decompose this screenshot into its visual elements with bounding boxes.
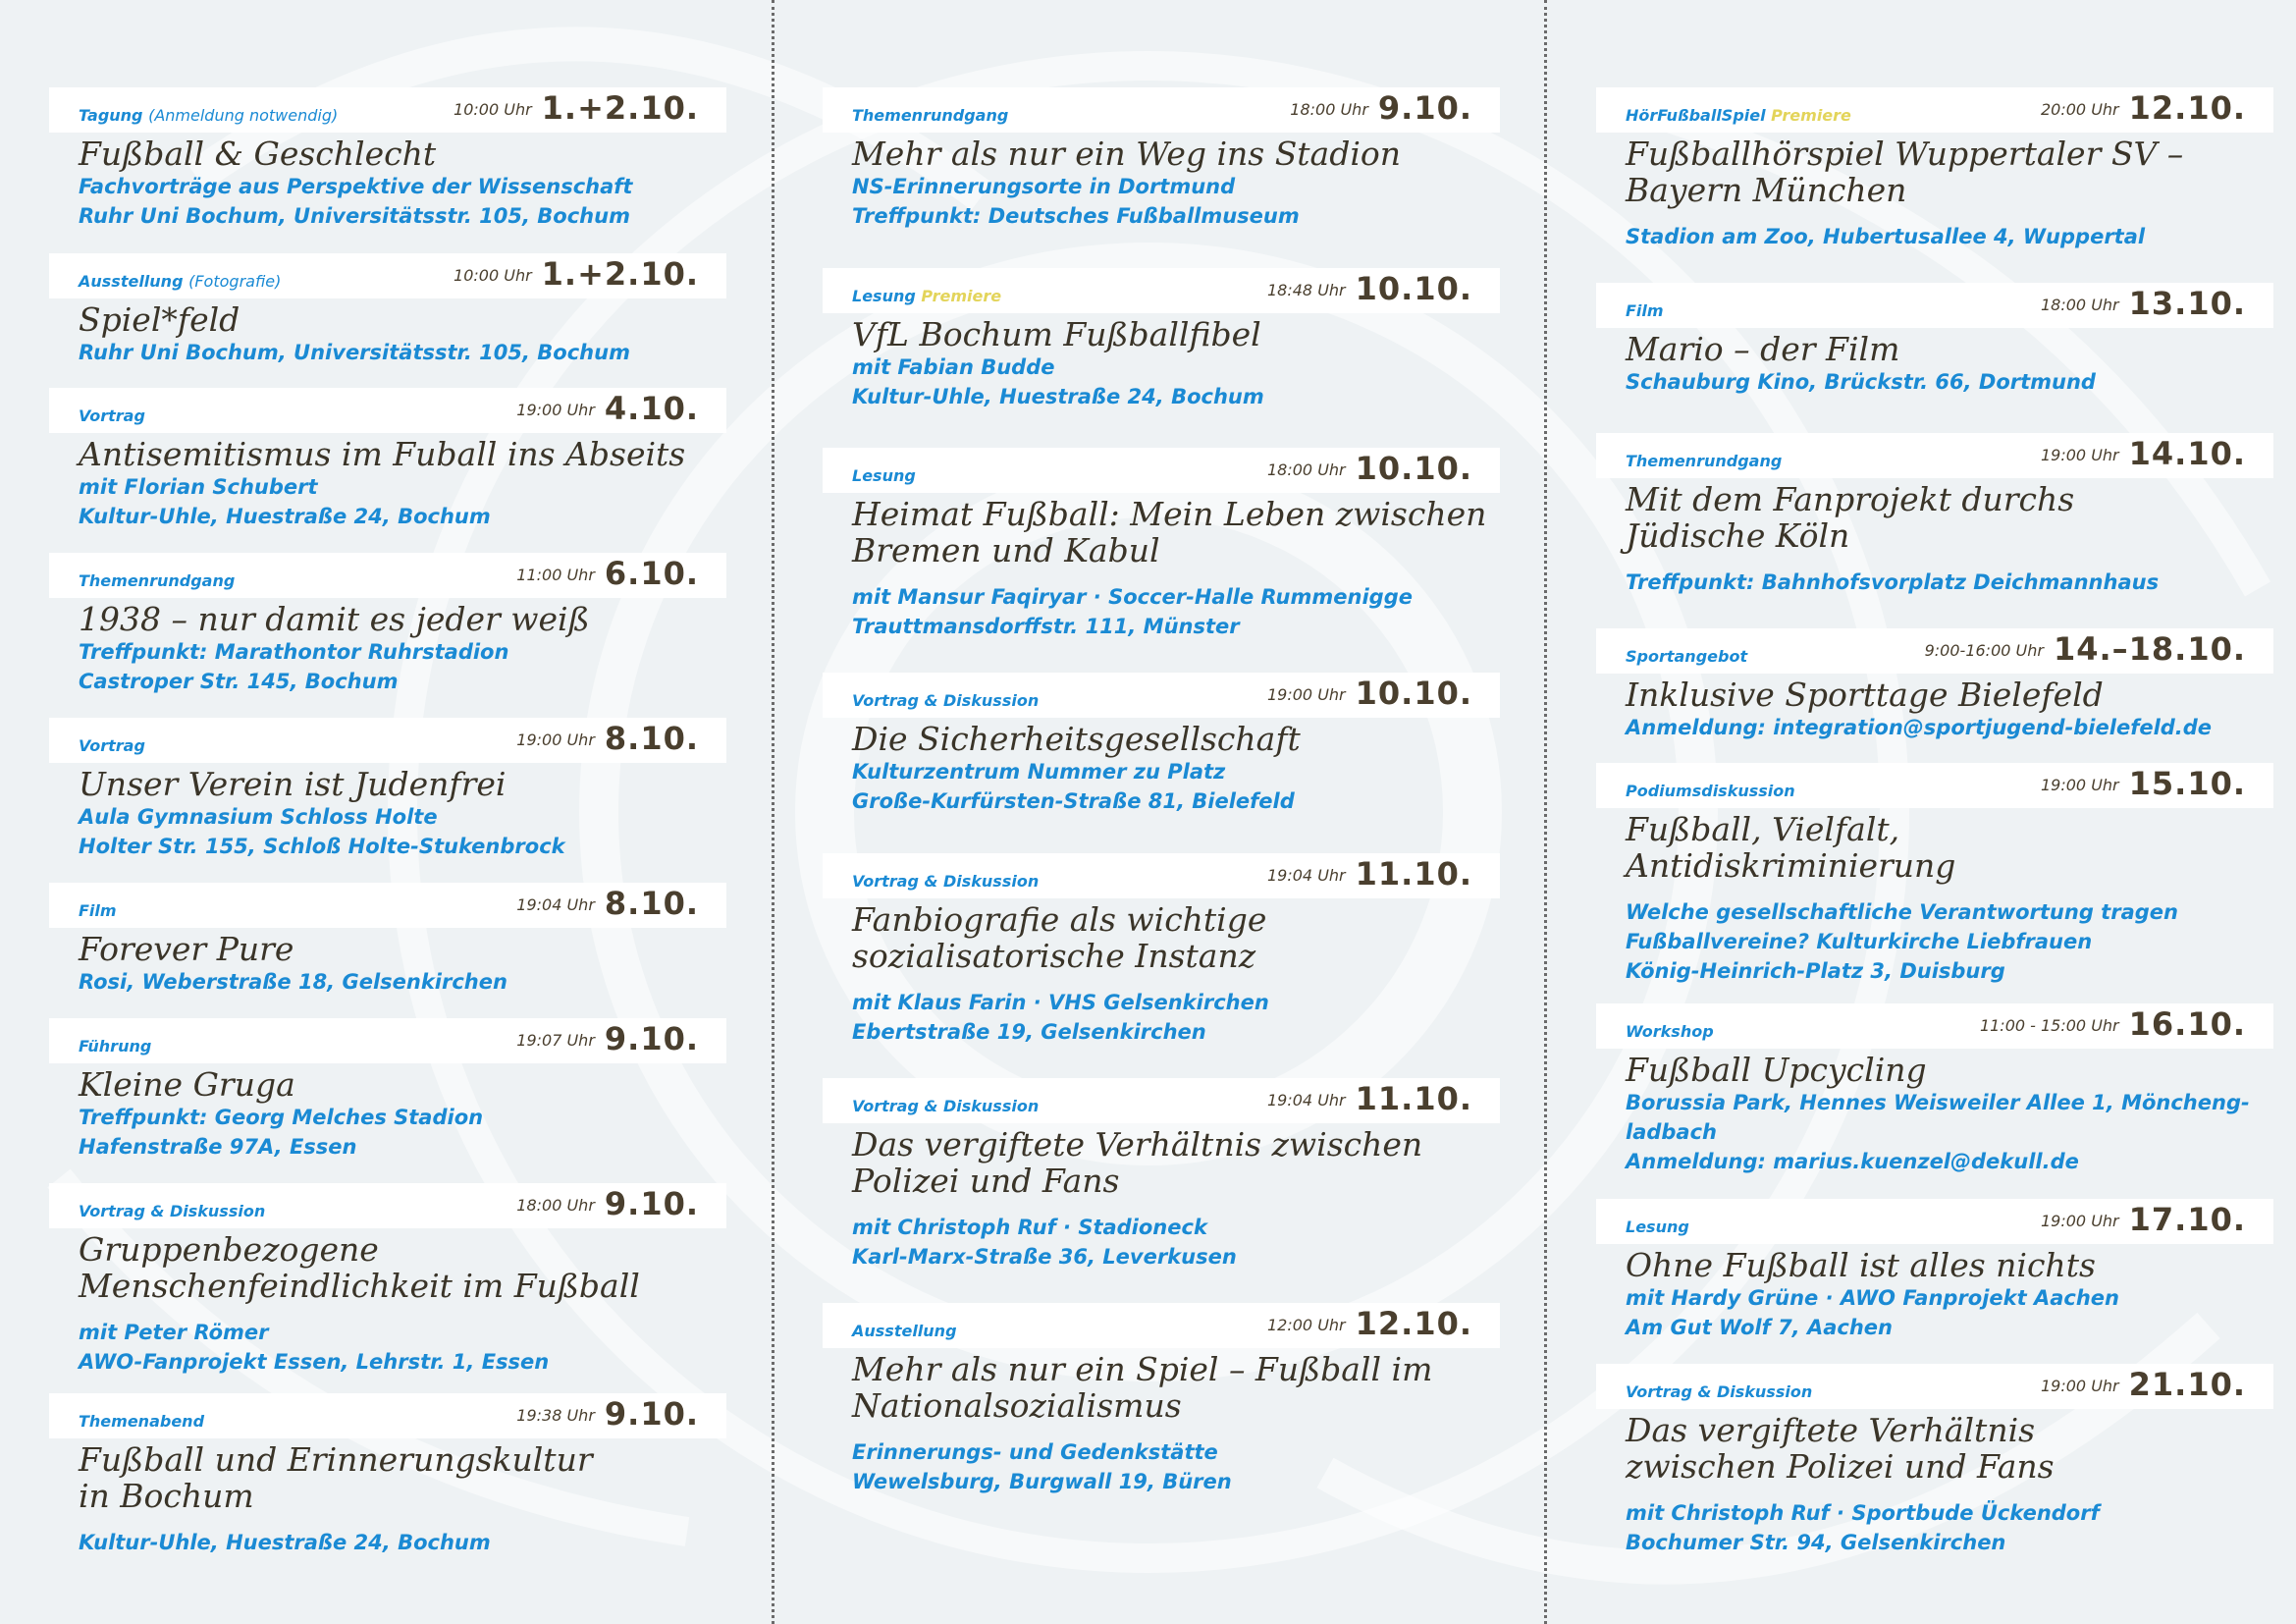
- event-datetime: [1267, 855, 1472, 893]
- event-category: Ausstellung (Fotografie): [79, 272, 282, 291]
- event-category: Film: [1626, 301, 1664, 320]
- event-time: 10:00 Uhr: [454, 100, 532, 119]
- event-header-bar: [823, 853, 1500, 898]
- event-category: Vortrag & Diskussion: [852, 872, 1040, 891]
- event-category: Vortrag & Diskussion: [852, 1097, 1040, 1115]
- event-header-bar: [823, 673, 1500, 718]
- event-title: Fußball Upcycling: [1626, 1051, 1927, 1089]
- event-entry: [1596, 628, 2273, 742]
- event-entry: [823, 673, 1500, 816]
- event-detail: Fachvorträge aus Perspektive der Wissenschaft: [79, 175, 633, 198]
- event-entry: [49, 1018, 726, 1162]
- event-detail: Kultur-Uhle, Huestraße 24, Bochum: [79, 505, 491, 528]
- event-title: Fußball und Erinnerungskultur in Bochum: [79, 1440, 593, 1515]
- event-header-bar: [823, 268, 1500, 313]
- event-entry: [49, 388, 726, 531]
- event-time: 19:00 Uhr: [2041, 1212, 2119, 1230]
- event-datetime: [2041, 435, 2246, 472]
- event-detail: mit Florian Schubert: [79, 475, 318, 499]
- event-header-bar: [823, 1303, 1500, 1348]
- event-entry: [1596, 283, 2273, 397]
- event-category: HörFußballSpiel Premiere: [1626, 106, 1851, 125]
- premiere-badge: Premiere: [1771, 106, 1851, 125]
- event-entry: [823, 1303, 1500, 1496]
- event-detail: Karl-Marx-Straße 36, Leverkusen: [852, 1245, 1237, 1269]
- event-datetime: [1267, 1080, 1472, 1117]
- event-title: Mehr als nur ein Spiel – Fußball im Nationalsozialismus: [852, 1350, 1433, 1425]
- event-date: 12.10.: [2128, 89, 2246, 127]
- event-header-bar: [823, 1078, 1500, 1123]
- event-title: Unser Verein ist Judenfrei: [79, 765, 507, 803]
- event-title: Inklusive Sporttage Bielefeld: [1626, 676, 2104, 714]
- event-datetime: [2041, 765, 2246, 802]
- event-title: Mit dem Fanprojekt durchs Jüdische Köln: [1626, 480, 2075, 555]
- event-time: 18:48 Uhr: [1267, 281, 1346, 299]
- event-category: Film: [79, 901, 117, 920]
- event-time: 18:00 Uhr: [2041, 296, 2119, 314]
- event-detail: Treffpunkt: Marathontor Ruhrstadion: [79, 640, 509, 664]
- event-detail: Große-Kurfürsten-Straße 81, Bielefeld: [852, 789, 1295, 813]
- event-entry: [49, 1183, 726, 1377]
- event-entry: [49, 718, 726, 861]
- event-detail: Ebertstraße 19, Gelsenkirchen: [852, 1020, 1206, 1044]
- event-title: Antisemitismus im Fuball ins Abseits: [79, 435, 686, 473]
- event-detail: Welche gesellschaftliche Verantwortung tragen: [1626, 900, 2178, 924]
- event-detail: Anmeldung: integration@sportjugend-bielefeld.de: [1626, 716, 2213, 739]
- event-date: 6.10.: [604, 555, 699, 592]
- event-header-bar: [823, 87, 1500, 133]
- event-header-bar: [49, 553, 726, 598]
- event-datetime: [516, 390, 699, 427]
- event-title: Forever Pure: [79, 930, 294, 968]
- event-title: VfL Bochum Fußballfibel: [852, 315, 1261, 353]
- event-date: 9.10.: [1377, 89, 1472, 127]
- event-header-bar: [49, 883, 726, 928]
- event-category: Führung: [79, 1037, 152, 1056]
- event-datetime: [516, 555, 699, 592]
- event-title: Fußball, Vielfalt, Antidiskriminierung: [1626, 810, 1956, 885]
- event-detail: AWO-Fanprojekt Essen, Lehrstr. 1, Essen: [79, 1350, 550, 1374]
- event-title: 1938 – nur damit es jeder weiß: [79, 600, 590, 638]
- event-detail: Trauttmansdorffstr. 111, Münster: [852, 615, 1240, 638]
- program-column-2: [823, 0, 1500, 1624]
- event-datetime: [516, 720, 699, 757]
- event-date: 14.–18.10.: [2053, 630, 2246, 668]
- event-category: Themenrundgang: [79, 571, 236, 590]
- event-title: Kleine Gruga: [79, 1065, 295, 1104]
- event-category: Vortrag & Diskussion: [1626, 1382, 1813, 1401]
- event-header-bar: [1596, 763, 2273, 808]
- event-datetime: [454, 255, 699, 293]
- event-time: 19:00 Uhr: [516, 731, 595, 749]
- event-detail: König-Heinrich-Platz 3, Duisburg: [1626, 959, 2005, 983]
- event-detail: Treffpunkt: Bahnhofsvorplatz Deichmannhaus: [1626, 570, 2160, 594]
- event-entry: [823, 268, 1500, 411]
- event-detail: mit Mansur Faqiryar · Soccer-Halle Rummenigge: [852, 585, 1413, 609]
- event-time: 18:00 Uhr: [1290, 100, 1368, 119]
- event-category: Vortrag: [79, 406, 145, 425]
- program-column-1: [49, 0, 726, 1624]
- event-datetime: [1925, 630, 2246, 668]
- event-detail: Erinnerungs- und Gedenkstätte: [852, 1440, 1218, 1464]
- event-category: Lesung: [1626, 1218, 1689, 1236]
- event-time: 10:00 Uhr: [454, 266, 532, 285]
- event-category: Themenrundgang: [1626, 452, 1783, 470]
- event-detail: Kultur-Uhle, Huestraße 24, Bochum: [79, 1531, 491, 1554]
- event-detail: Bochumer Str. 94, Gelsenkirchen: [1626, 1531, 2006, 1554]
- event-title: Gruppenbezogene Menschenfeindlichkeit im Fußball: [79, 1230, 640, 1305]
- event-detail: Kulturzentrum Nummer zu Platz: [852, 760, 1226, 784]
- event-category: Themenrundgang: [852, 106, 1009, 125]
- event-entry: [823, 87, 1500, 231]
- event-detail: Fußballvereine? Kulturkirche Liebfrauen: [1626, 930, 2093, 953]
- event-detail: NS-Erinnerungsorte in Dortmund: [852, 175, 1236, 198]
- event-header-bar: [1596, 628, 2273, 674]
- event-entry: [49, 253, 726, 367]
- event-date: 13.10.: [2128, 285, 2246, 322]
- event-detail: Aula Gymnasium Schloss Holte: [79, 805, 438, 829]
- event-category: Sportangebot: [1626, 647, 1748, 666]
- event-date: 21.10.: [2128, 1366, 2246, 1403]
- event-date: 12.10.: [1355, 1305, 1472, 1342]
- event-date: 10.10.: [1355, 450, 1472, 487]
- event-header-bar: [49, 87, 726, 133]
- event-detail: Schauburg Kino, Brückstr. 66, Dortmund: [1626, 370, 2096, 394]
- event-detail: Holter Str. 155, Schloß Holte-Stukenbrock: [79, 835, 565, 858]
- event-time: 19:07 Uhr: [516, 1031, 595, 1050]
- event-date: 10.10.: [1355, 270, 1472, 307]
- event-header-bar: [49, 1393, 726, 1438]
- event-category: Ausstellung: [852, 1322, 957, 1340]
- event-date: 8.10.: [604, 720, 699, 757]
- event-header-bar: [1596, 283, 2273, 328]
- event-datetime: [2041, 89, 2246, 127]
- event-datetime: [454, 89, 699, 127]
- event-category: Themenabend: [79, 1412, 205, 1431]
- event-date: 9.10.: [604, 1185, 699, 1222]
- event-title: Spiel*feld: [79, 300, 240, 339]
- event-title: Fußballhörspiel Wuppertaler SV – Bayern München: [1626, 135, 2184, 209]
- event-entry: [1596, 763, 2273, 986]
- event-time: 12:00 Uhr: [1267, 1316, 1346, 1334]
- event-time: 20:00 Uhr: [2041, 100, 2119, 119]
- event-category: Tagung (Anmeldung notwendig): [79, 106, 339, 125]
- event-time: 11:00 - 15:00 Uhr: [1979, 1016, 2119, 1035]
- event-title: Mario – der Film: [1626, 330, 1900, 368]
- event-category: Podiumsdiskussion: [1626, 782, 1795, 800]
- event-entry: [823, 1078, 1500, 1272]
- event-date: 10.10.: [1355, 675, 1472, 712]
- event-datetime: [516, 1185, 699, 1222]
- event-detail: mit Christoph Ruf · Stadioneck: [852, 1216, 1207, 1239]
- column-divider-right: [1544, 0, 1547, 1624]
- event-time: 19:00 Uhr: [2041, 446, 2119, 464]
- event-detail: Borussia Park, Hennes Weisweiler Allee 1, Möncheng-: [1626, 1091, 2250, 1114]
- event-entry: [1596, 433, 2273, 597]
- event-entry: [49, 883, 726, 997]
- event-detail: Wewelsburg, Burgwall 19, Büren: [852, 1470, 1232, 1493]
- event-detail: Anmeldung: marius.kuenzel@dekull.de: [1626, 1150, 2079, 1173]
- event-title: Das vergiftete Verhältnis zwischen Polizei und Fans: [1626, 1411, 2055, 1486]
- event-detail: ladbach: [1626, 1120, 1718, 1144]
- event-datetime: [1980, 1005, 2246, 1043]
- event-datetime: [2041, 1201, 2246, 1238]
- event-detail: Rosi, Weberstraße 18, Gelsenkirchen: [79, 970, 507, 994]
- event-date: 11.10.: [1355, 855, 1472, 893]
- event-time: 19:00 Uhr: [516, 401, 595, 419]
- event-time: 19:00 Uhr: [1267, 685, 1346, 704]
- event-datetime: [1267, 675, 1472, 712]
- event-header-bar: [1596, 1364, 2273, 1409]
- event-datetime: [1267, 1305, 1472, 1342]
- event-title: Mehr als nur ein Weg ins Stadion: [852, 135, 1402, 173]
- event-entry: [49, 553, 726, 696]
- event-date: 16.10.: [2128, 1005, 2246, 1043]
- event-category: Lesung: [852, 466, 916, 485]
- event-date: 1.+2.10.: [541, 89, 699, 127]
- event-header-bar: [1596, 1003, 2273, 1049]
- event-datetime: [2041, 1366, 2246, 1403]
- event-title: Heimat Fußball: Mein Leben zwischen Bremen und Kabul: [852, 495, 1487, 569]
- event-time: 19:00 Uhr: [2041, 776, 2119, 794]
- event-datetime: [1290, 89, 1472, 127]
- event-date: 9.10.: [604, 1020, 699, 1057]
- event-time: 9:00-16:00 Uhr: [1924, 641, 2044, 660]
- event-time: 19:04 Uhr: [1267, 1091, 1346, 1110]
- event-date: 9.10.: [604, 1395, 699, 1433]
- event-date: 11.10.: [1355, 1080, 1472, 1117]
- event-category: Vortrag & Diskussion: [852, 691, 1040, 710]
- event-entry: [823, 448, 1500, 641]
- event-datetime: [1267, 270, 1472, 307]
- event-category: Vortrag & Diskussion: [79, 1202, 266, 1220]
- event-title: Fußball & Geschlecht: [79, 135, 437, 173]
- event-detail: Treffpunkt: Georg Melches Stadion: [79, 1106, 484, 1129]
- event-detail: Am Gut Wolf 7, Aachen: [1626, 1316, 1893, 1339]
- event-header-bar: [49, 388, 726, 433]
- event-date: 8.10.: [604, 885, 699, 922]
- event-header-bar: [49, 1183, 726, 1228]
- event-header-bar: [1596, 87, 2273, 133]
- premiere-badge: Premiere: [921, 287, 1002, 305]
- event-time: 19:04 Uhr: [1267, 866, 1346, 885]
- event-datetime: [1267, 450, 1472, 487]
- event-detail: mit Peter Römer: [79, 1321, 269, 1344]
- event-header-bar: [823, 448, 1500, 493]
- event-detail: mit Christoph Ruf · Sportbude Ückendorf: [1626, 1501, 2100, 1525]
- event-detail: mit Fabian Budde: [852, 355, 1055, 379]
- event-title: Fanbiografie als wichtige sozialisatorische Instanz: [852, 900, 1267, 975]
- event-date: 17.10.: [2128, 1201, 2246, 1238]
- column-divider-left: [772, 0, 774, 1624]
- event-title: Die Sicherheitsgesellschaft: [852, 720, 1301, 758]
- event-datetime: [516, 1020, 699, 1057]
- event-category: Workshop: [1626, 1022, 1714, 1041]
- event-date: 15.10.: [2128, 765, 2246, 802]
- event-time: 19:00 Uhr: [2041, 1377, 2119, 1395]
- event-entry: [1596, 1364, 2273, 1557]
- event-detail: Ruhr Uni Bochum, Universitätsstr. 105, Bochum: [79, 341, 630, 364]
- event-entry: [49, 1393, 726, 1557]
- event-date: 4.10.: [604, 390, 699, 427]
- event-detail: Stadion am Zoo, Hubertusallee 4, Wuppertal: [1626, 225, 2146, 248]
- event-category: Vortrag: [79, 736, 145, 755]
- event-category: Lesung Premiere: [852, 287, 1002, 305]
- event-datetime: [516, 1395, 699, 1433]
- event-header-bar: [1596, 433, 2273, 478]
- event-detail: Treffpunkt: Deutsches Fußballmuseum: [852, 204, 1300, 228]
- event-detail: mit Klaus Farin · VHS Gelsenkirchen: [852, 991, 1269, 1014]
- event-title: Ohne Fußball ist alles nichts: [1626, 1246, 2096, 1284]
- event-header-bar: [49, 718, 726, 763]
- event-entry: [1596, 87, 2273, 251]
- event-entry: [1596, 1003, 2273, 1176]
- event-header-bar: [1596, 1199, 2273, 1244]
- event-date: 1.+2.10.: [541, 255, 699, 293]
- event-detail: Castroper Str. 145, Bochum: [79, 670, 399, 693]
- event-datetime: [516, 885, 699, 922]
- program-column-3: [1596, 0, 2273, 1624]
- event-time: 11:00 Uhr: [516, 566, 595, 584]
- event-detail: Ruhr Uni Bochum, Universitätsstr. 105, Bochum: [79, 204, 630, 228]
- event-date: 14.10.: [2128, 435, 2246, 472]
- event-entry: [49, 87, 726, 231]
- event-time: 19:04 Uhr: [516, 895, 595, 914]
- event-title: Das vergiftete Verhältnis zwischen Polizei und Fans: [852, 1125, 1423, 1200]
- event-datetime: [2041, 285, 2246, 322]
- event-entry: [1596, 1199, 2273, 1342]
- event-detail: mit Hardy Grüne · AWO Fanprojekt Aachen: [1626, 1286, 2119, 1310]
- event-time: 18:00 Uhr: [1267, 460, 1346, 479]
- event-header-bar: [49, 1018, 726, 1063]
- event-entry: [823, 853, 1500, 1047]
- event-detail: Hafenstraße 97A, Essen: [79, 1135, 357, 1159]
- event-time: 19:38 Uhr: [516, 1406, 595, 1425]
- event-header-bar: [49, 253, 726, 298]
- event-time: 18:00 Uhr: [516, 1196, 595, 1215]
- event-detail: Kultur-Uhle, Huestraße 24, Bochum: [852, 385, 1264, 408]
